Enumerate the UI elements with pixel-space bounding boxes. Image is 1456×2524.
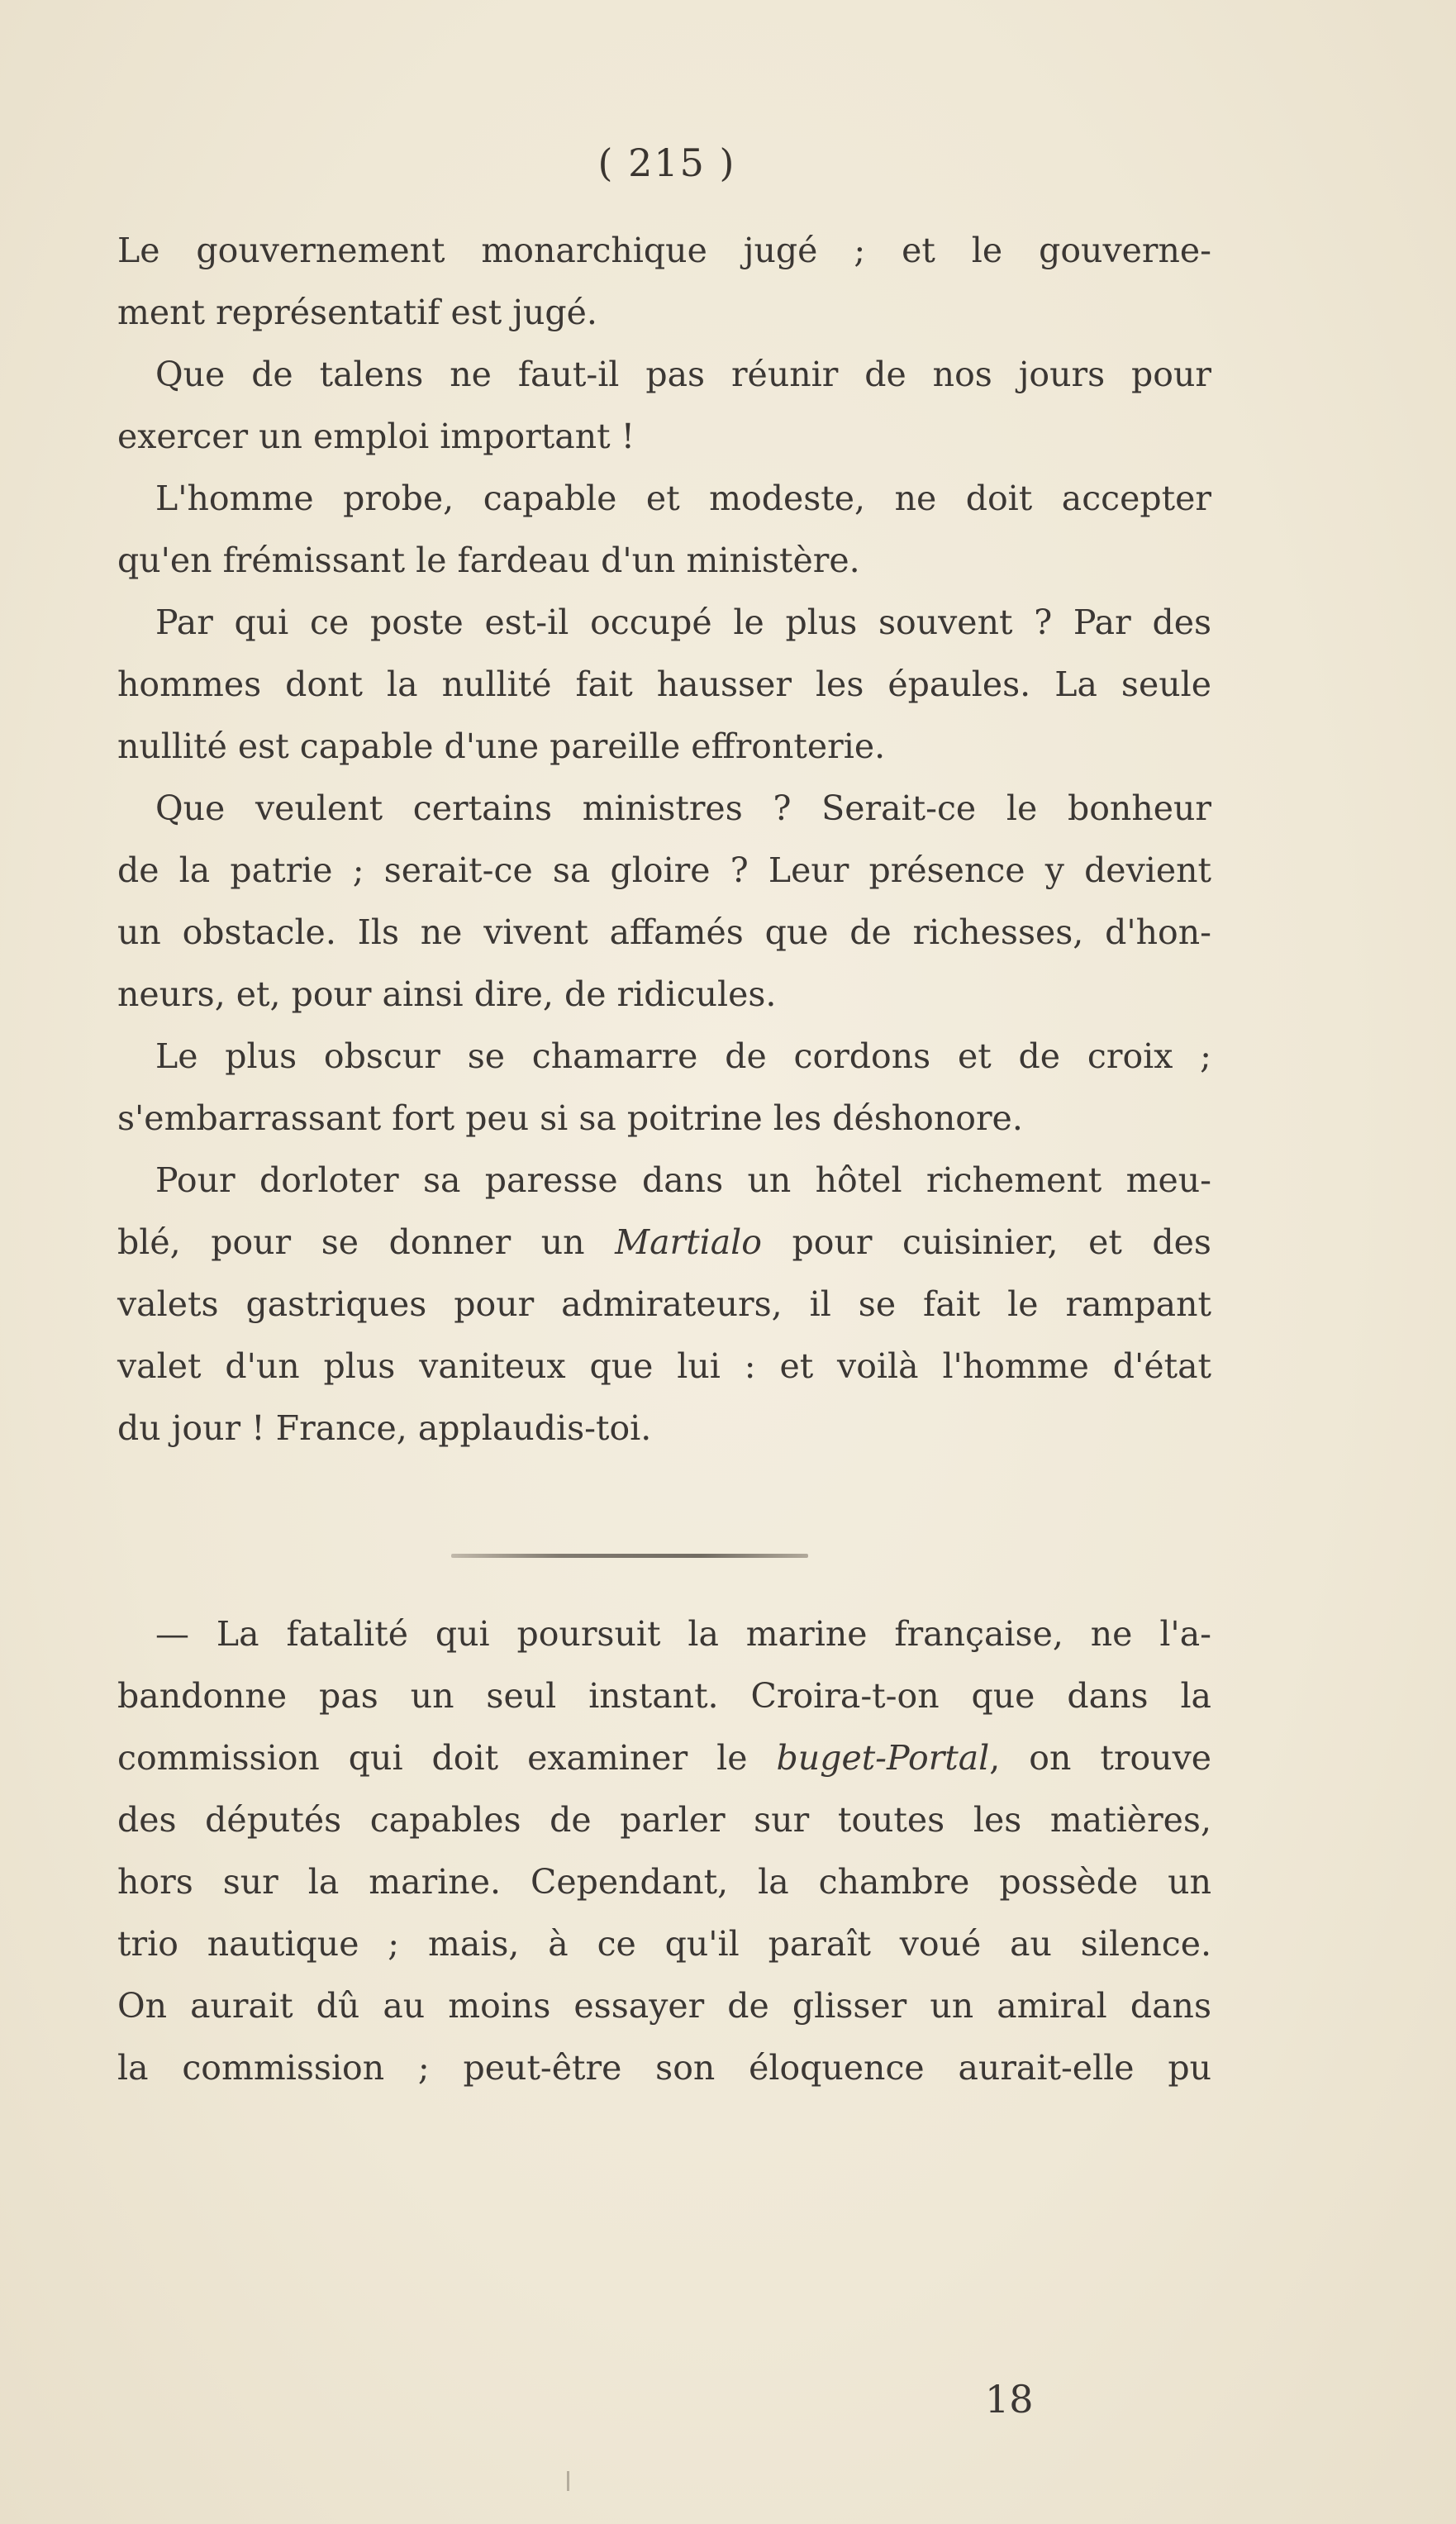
text-line: qu'en frémissant le fardeau d'un ministère. [117, 541, 860, 580]
text-line: Que de talens ne faut-il pas réunir de nos jours pour [155, 355, 1211, 394]
text-segment: blé, pour se donner un [117, 1222, 585, 1262]
italic-word: Martialo [615, 1222, 762, 1262]
text-line: Que veulent certains ministres ? Serait-ce le bonheur [155, 788, 1211, 828]
text-line: des députés capables de parler sur toutes les matières, [117, 1800, 1211, 1840]
text-line: L'homme probe, capable et modeste, ne doit accepter [155, 479, 1211, 518]
text-line: Le plus obscur se chamarre de cordons et de croix ; [155, 1036, 1211, 1076]
section-separator [451, 1554, 808, 1558]
text-line: nullité est capable d'une pareille effronterie. [117, 726, 886, 766]
text-line: un obstacle. Ils ne vivent affamés que de richesses, d'hon- [117, 912, 1211, 952]
text-block-top [117, 220, 1211, 1460]
italic-word: buget-Portal [776, 1738, 990, 1778]
text-line: de la patrie ; serait-ce sa gloire ? Leur présence y devient [117, 850, 1211, 890]
text-line: valets gastriques pour admirateurs, il se fait le rampant [117, 1284, 1211, 1324]
text-segment: commission qui doit examiner le [117, 1738, 748, 1778]
text-line: hors sur la marine. Cependant, la chambre possède un [117, 1862, 1211, 1902]
text-line: Pour dorloter sa paresse dans un hôtel richement meu- [155, 1160, 1211, 1200]
ink-speck [567, 2471, 569, 2491]
text-line: On aurait dû au moins essayer de glisser un amiral dans [117, 1986, 1211, 2026]
text-line: s'embarrassant fort peu si sa poitrine les déshonore. [117, 1098, 1023, 1138]
text-line: exercer un emploi important ! [117, 417, 635, 456]
text-line-with-italic [117, 1727, 1211, 1789]
signature-mark: 18 [985, 2377, 1034, 2422]
text-line-with-italic [117, 1212, 1211, 1274]
text-line: hommes dont la nullité fait hausser les épaules. La seule [117, 664, 1211, 704]
text-line: du jour ! France, applaudis-toi. [117, 1408, 652, 1448]
text-line: Le gouvernement monarchique jugé ; et le gouverne- [117, 231, 1211, 270]
text-line: ment représentatif est jugé. [117, 293, 597, 332]
text-line: bandonne pas un seul instant. Croira-t-on que dans la [117, 1676, 1211, 1716]
text-block-bottom [117, 1603, 1211, 2099]
page-number: ( 215 ) [597, 140, 736, 185]
text-segment: , on trouve [989, 1738, 1211, 1778]
text-line: la commission ; peut-être son éloquence aurait-elle pu [117, 2048, 1211, 2088]
text-line: — La fatalité qui poursuit la marine française, ne l'a- [155, 1614, 1211, 1654]
text-line: valet d'un plus vaniteux que lui : et voilà l'homme d'état [117, 1346, 1211, 1386]
text-line: trio nautique ; mais, à ce qu'il paraît voué au silence. [117, 1924, 1211, 1964]
text-segment: pour cuisinier, et des [792, 1222, 1211, 1262]
text-line: neurs, et, pour ainsi dire, de ridicules. [117, 974, 777, 1014]
text-line: Par qui ce poste est-il occupé le plus souvent ? Par des [155, 602, 1211, 642]
